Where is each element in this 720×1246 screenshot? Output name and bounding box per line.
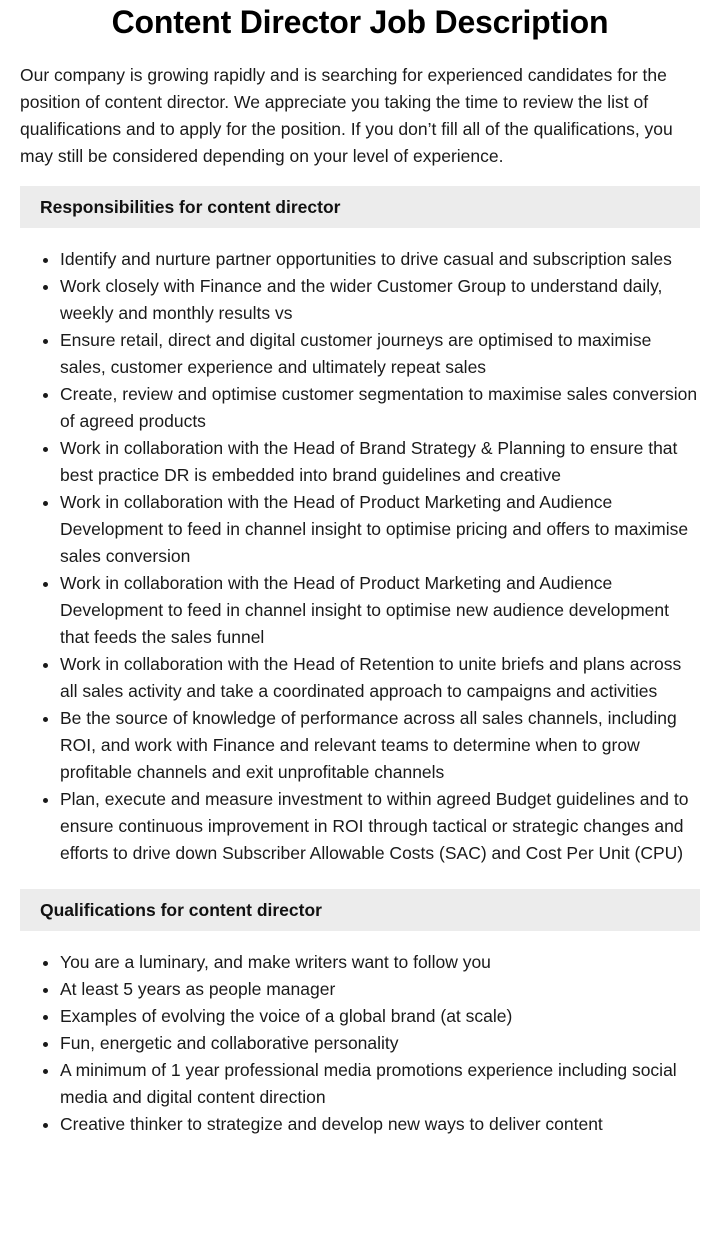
responsibilities-heading: Responsibilities for content director — [20, 186, 700, 228]
list-item: • Creative thinker to strategize and develop new ways to deliver content — [60, 1111, 700, 1138]
responsibilities-list — [20, 246, 700, 867]
list-item: • Work in collaboration with the Head of Product Marketing and Audience Development to feed in channel insight to optimise pricing and offers to maximise sales conversion — [60, 489, 700, 570]
list-item: • You are a luminary, and make writers want to follow you — [60, 949, 700, 976]
list-item: • Work closely with Finance and the wider Customer Group to understand daily, weekly and monthly results vs — [60, 273, 700, 327]
list-item: • Fun, energetic and collaborative personality — [60, 1030, 700, 1057]
list-item: • Ensure retail, direct and digital customer journeys are optimised to maximise sales, customer experience and ultimately repeat sales — [60, 327, 700, 381]
qualifications-list — [20, 949, 700, 1138]
list-item: • Create, review and optimise customer segmentation to maximise sales conversion of agreed products — [60, 381, 700, 435]
list-item: • Identify and nurture partner opportunities to drive casual and subscription sales — [60, 246, 700, 273]
page-title: Content Director Job Description — [111, 4, 609, 40]
intro-paragraph: Our company is growing rapidly and is searching for experienced candidates for the position of content director. We appreciate you taking the time to review the list of qualifications and to apply for the position. If you don’t fill all of the qualifications, you may still be considered depending on your level of experience. — [20, 65, 673, 166]
list-item: • Work in collaboration with the Head of Retention to unite briefs and plans across all sales activity and take a coordinated approach to campaigns and activities — [60, 651, 700, 705]
qualifications-heading: Qualifications for content director — [20, 889, 700, 931]
list-item: • Plan, execute and measure investment to within agreed Budget guidelines and to ensure continuous improvement in ROI through tactical or strategic changes and efforts to drive down Subscriber Allowable Costs (SAC) and Cost Per Unit (CPU) — [60, 786, 700, 867]
list-item: • Be the source of knowledge of performance across all sales channels, including ROI, and work with Finance and relevant teams to determine when to grow profitable channels and exit unprofitable channels — [60, 705, 700, 786]
list-item: • A minimum of 1 year professional media promotions experience including social media and digital content direction — [60, 1057, 700, 1111]
list-item: • At least 5 years as people manager — [60, 976, 700, 1003]
list-item: • Work in collaboration with the Head of Product Marketing and Audience Development to feed in channel insight to optimise new audience development that feeds the sales funnel — [60, 570, 700, 651]
list-item: • Work in collaboration with the Head of Brand Strategy & Planning to ensure that best practice DR is embedded into brand guidelines and creative — [60, 435, 700, 489]
list-item: • Examples of evolving the voice of a global brand (at scale) — [60, 1003, 700, 1030]
